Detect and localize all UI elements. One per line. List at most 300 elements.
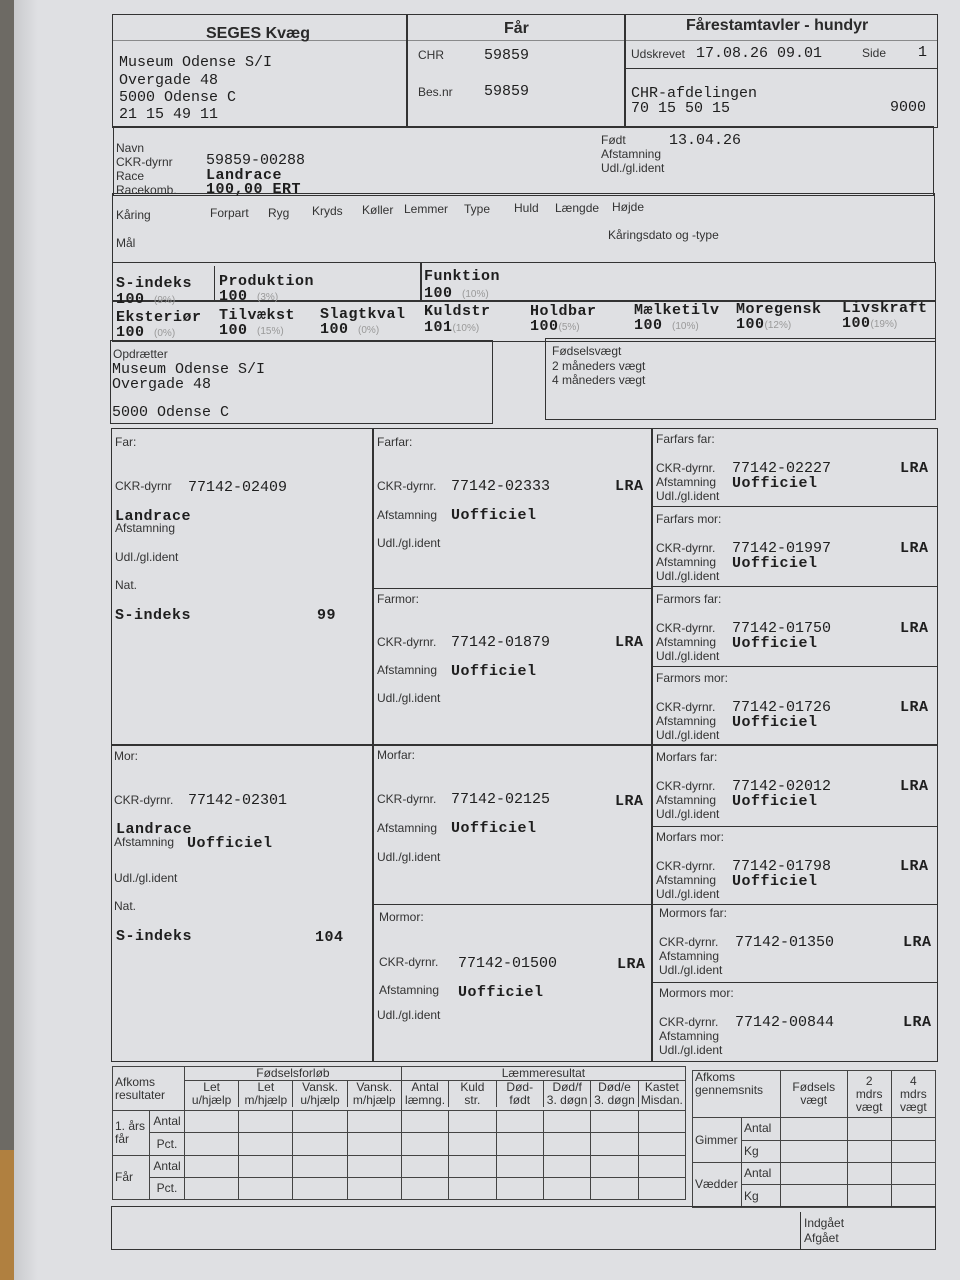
growth-title-line1: Afkoms xyxy=(695,1070,736,1084)
index-label-tilvaekst: Tilvækst xyxy=(219,307,296,324)
indices-sep-v1 xyxy=(214,266,215,302)
growth-row-vaedder: Vædder xyxy=(693,1162,742,1207)
col-label: Død/e xyxy=(598,1080,631,1094)
col-label: Kuld xyxy=(460,1080,485,1094)
growth-col-4m xyxy=(891,1071,935,1118)
col-label: m/hjælp xyxy=(244,1093,288,1107)
far-race: Landrace xyxy=(115,508,192,525)
ggp-afst: Uofficiel xyxy=(732,873,818,890)
col-kuld xyxy=(449,1081,496,1107)
mor-ckr: 77142-02301 xyxy=(188,792,288,809)
index-pct-livskraft: (19%) xyxy=(870,319,898,330)
index-pct-produktion: (3%) xyxy=(257,292,279,303)
breeder-name: Museum Odense S/I xyxy=(112,361,266,378)
cell xyxy=(847,1140,891,1162)
cell xyxy=(638,1155,686,1177)
index-label-produktion: Produktion xyxy=(219,273,315,290)
row-sub-kg: Kg xyxy=(742,1185,781,1208)
cell xyxy=(591,1177,638,1199)
gp-afst-label: Afstamning xyxy=(377,663,438,677)
index-value-produktion: 100 (3%) xyxy=(219,288,279,305)
header-right-underline xyxy=(624,68,938,69)
ggp-title: Morfars mor: xyxy=(656,830,725,844)
ggp-afst: Uofficiel xyxy=(732,635,818,652)
pedigree-ggp-sep-6 xyxy=(651,904,938,905)
cell xyxy=(293,1133,347,1155)
mor-afst-value: Uofficiel xyxy=(187,835,273,852)
offspring-group-birth xyxy=(185,1067,402,1111)
animal-racekomb: 100,00 ERT xyxy=(206,181,302,198)
cell xyxy=(293,1155,347,1177)
cell xyxy=(847,1162,891,1184)
gp-ckr: 77142-02333 xyxy=(451,478,551,495)
gp-udl-label: Udl./gl.ident xyxy=(377,1008,441,1022)
karing-label: Kåring xyxy=(116,208,151,222)
udl-label: Udl./gl.ident xyxy=(601,161,665,175)
cell xyxy=(401,1111,448,1133)
ggp-udl-label: Udl./gl.ident xyxy=(656,887,720,901)
ggp-afst-label: Afstamning xyxy=(656,555,717,569)
pedigree-ggp-sep-5 xyxy=(651,826,938,827)
cell xyxy=(891,1118,935,1140)
row-sub-antal: Antal xyxy=(150,1155,185,1177)
offspring-table xyxy=(112,1066,686,1200)
row-sub-antal: Antal xyxy=(742,1118,781,1140)
growth-row-gimmer: Gimmer xyxy=(693,1118,742,1163)
gp-ckr: 77142-01879 xyxy=(451,634,551,651)
col-kastet xyxy=(639,1081,685,1107)
col-dodf xyxy=(544,1081,591,1107)
cell xyxy=(449,1177,496,1199)
far-ckr: 77142-02409 xyxy=(188,479,288,496)
cell xyxy=(293,1111,347,1133)
col-vansk-m xyxy=(348,1081,401,1107)
index-label-holdbar: Holdbar xyxy=(530,303,597,320)
karing-col-lemmer: Lemmer xyxy=(404,202,449,216)
ggp-title: Morfars far: xyxy=(656,750,718,764)
born-value: 13.04.26 xyxy=(669,132,742,149)
ggp-title: Mormors far: xyxy=(659,906,728,920)
col-label: Død- xyxy=(506,1080,534,1094)
ggp-udl-label: Udl./gl.ident xyxy=(659,1043,723,1057)
index-pct-maelketilv: (10%) xyxy=(672,321,699,332)
ggp-ckr: 77142-02227 xyxy=(732,460,832,477)
col-label: Død/f xyxy=(552,1080,582,1094)
ggp-title: Farmors mor: xyxy=(656,671,728,685)
gp-race: LRA xyxy=(617,956,646,973)
gp-title: Farfar: xyxy=(377,435,413,449)
ggp-udl-label: Udl./gl.ident xyxy=(659,963,723,977)
cell xyxy=(185,1177,239,1199)
col-label: 3. døgn xyxy=(546,1093,588,1107)
col-label: vægt xyxy=(855,1099,883,1114)
side-label: Side xyxy=(862,46,887,60)
document-title: Fårestamtavler - hundyr xyxy=(686,17,869,34)
cell xyxy=(891,1162,935,1184)
printed-label: Udskrevet xyxy=(631,47,686,61)
index-label-funktion: Funktion xyxy=(424,268,501,285)
offspring-row-far: Får xyxy=(113,1155,150,1199)
breeder-street: Overgade 48 xyxy=(112,376,212,393)
ggp-race: LRA xyxy=(900,858,929,875)
cell xyxy=(591,1111,638,1133)
cell xyxy=(496,1111,543,1133)
growth-col-birth xyxy=(781,1071,848,1118)
ggp-udl-label: Udl./gl.ident xyxy=(656,569,720,583)
cell xyxy=(543,1177,590,1199)
col-label: Antal xyxy=(411,1080,439,1094)
index-value-funktion: 100 (10%) xyxy=(424,285,489,302)
col-label: 2 xyxy=(865,1073,873,1088)
index-label-moregensk: Moregensk xyxy=(736,301,822,318)
karing-col-type: Type xyxy=(464,202,491,216)
breeder-city: 5000 Odense C xyxy=(112,404,230,421)
growth-col-2m xyxy=(847,1071,891,1118)
far-udl-label: Udl./gl.ident xyxy=(115,550,179,564)
cell xyxy=(185,1155,239,1177)
cell xyxy=(496,1177,543,1199)
cell xyxy=(347,1133,401,1155)
cell xyxy=(638,1111,686,1133)
index-pct-kuldstr: (10%) xyxy=(452,323,480,334)
index-value-tilvaekst: 100 (15%) xyxy=(219,322,284,339)
org-title: SEGES Kvæg xyxy=(206,25,311,42)
cell xyxy=(543,1155,590,1177)
cell xyxy=(543,1133,590,1155)
pedigree-ggp-sep-3 xyxy=(651,666,938,667)
ggp-afst: Uofficiel xyxy=(732,475,818,492)
gp-ckr-label: CKR-dyrnr. xyxy=(377,479,437,493)
offspring-title-line2: resultater xyxy=(115,1087,166,1102)
ggp-afst-label: Afstamning xyxy=(656,475,717,489)
row-label-line2: får xyxy=(115,1131,130,1146)
gp-ckr: 77142-02125 xyxy=(451,791,551,808)
index-label-sindeks: S-indeks xyxy=(116,275,193,292)
offspring-title xyxy=(113,1067,185,1111)
offspring-group-birth-label: Fødselsforløb xyxy=(185,1067,401,1081)
col-label: mdrs xyxy=(900,1086,927,1101)
index-pct-tilvaekst: (15%) xyxy=(257,326,284,337)
bes-value: 59859 xyxy=(484,83,530,100)
index-value-eksterior: 100 (0%) xyxy=(116,324,176,341)
ggp-udl-label: Udl./gl.ident xyxy=(656,489,720,503)
race-label: Race xyxy=(116,169,145,183)
cell xyxy=(638,1133,686,1155)
col-antal xyxy=(402,1081,449,1107)
mor-sindex-label: S-indeks xyxy=(116,928,193,945)
weight-4m-label: 4 måneders vægt xyxy=(552,373,646,387)
cell xyxy=(293,1177,347,1199)
ggp-afst: Uofficiel xyxy=(732,555,818,572)
ggp-race: LRA xyxy=(900,620,929,637)
name-label: Navn xyxy=(116,141,145,155)
col-label: Let xyxy=(203,1080,220,1094)
chr-label: CHR xyxy=(418,48,444,62)
col-label: str. xyxy=(464,1093,481,1107)
ggp-ckr-label: CKR-dyrnr. xyxy=(656,461,716,475)
chr-dept-label: CHR-afdelingen xyxy=(631,85,758,102)
cell xyxy=(638,1177,686,1199)
ggp-ckr: 77142-02012 xyxy=(732,778,832,795)
pedigree-ggp-sep-7 xyxy=(651,982,938,983)
far-afst-label: Afstamning xyxy=(115,521,176,535)
growth-title xyxy=(693,1071,781,1118)
index-pct-eksterior: (0%) xyxy=(154,328,176,339)
col-label: Let xyxy=(257,1080,275,1094)
animal-race: Landrace xyxy=(206,167,283,184)
cell xyxy=(847,1118,891,1140)
offspring-title-line1: Afkoms xyxy=(115,1074,156,1089)
ggp-title: Farfars mor: xyxy=(656,512,722,526)
mor-ckr-label: CKR-dyrnr. xyxy=(114,793,174,807)
row-sub-pct: Pct. xyxy=(150,1133,185,1155)
cell xyxy=(496,1133,543,1155)
ggp-afst-label: Afstamning xyxy=(659,1029,720,1043)
far-sindex-label: S-indeks xyxy=(115,607,192,624)
karing-col-huld: Huld xyxy=(514,201,539,215)
gp-ckr-label: CKR-dyrnr. xyxy=(379,955,439,969)
ggp-ckr: 77142-00844 xyxy=(735,1014,835,1031)
ggp-udl-label: Udl./gl.ident xyxy=(656,728,720,742)
bes-label: Bes.nr xyxy=(418,85,453,99)
ggp-ckr: 77142-01350 xyxy=(735,934,835,951)
col-label: Vansk. xyxy=(356,1080,393,1094)
cell xyxy=(781,1185,848,1208)
mor-sindex-value: 104 xyxy=(315,929,344,946)
gp-afst-label: Afstamning xyxy=(377,821,438,835)
offspring-group-lamb-label: Læmmeresultat xyxy=(402,1067,685,1081)
col-let-m xyxy=(239,1081,293,1107)
row-sub-antal: Antal xyxy=(742,1162,781,1184)
offspring-group-birth-cols xyxy=(185,1081,401,1107)
cell xyxy=(239,1177,293,1199)
gp-race: LRA xyxy=(615,793,644,810)
ggp-ckr: 77142-01798 xyxy=(732,858,832,875)
col-label: mdrs xyxy=(855,1086,883,1101)
index-label-slagtkval: Slagtkval xyxy=(320,306,406,323)
header-divider-2 xyxy=(624,14,626,128)
index-label-livskraft: Livskraft xyxy=(842,300,928,317)
index-value-livskraft: 100(19%) xyxy=(842,315,898,332)
index-value-moregensk: 100(12%) xyxy=(736,316,792,333)
gp-afst: Uofficiel xyxy=(458,984,544,1001)
ggp-title: Farmors far: xyxy=(656,592,722,606)
ggp-afst-label: Afstamning xyxy=(656,635,717,649)
karing-col-ryg: Ryg xyxy=(268,206,290,220)
cell xyxy=(449,1133,496,1155)
index-pct-funktion: (10%) xyxy=(462,289,489,300)
ggp-race: LRA xyxy=(903,1014,932,1031)
ggp-ckr-label: CKR-dyrnr. xyxy=(656,700,716,714)
cell xyxy=(347,1155,401,1177)
ggp-afst-label: Afstamning xyxy=(656,873,717,887)
weight-2m-label: 2 måneders vægt xyxy=(552,359,646,373)
ggp-ckr-label: CKR-dyrnr. xyxy=(656,859,716,873)
mor-nat-label: Nat. xyxy=(114,899,137,913)
ggp-race: LRA xyxy=(900,460,929,477)
col-label: 4 xyxy=(910,1073,917,1088)
col-label: m/hjælp xyxy=(352,1093,396,1107)
offspring-row-1aar xyxy=(113,1111,150,1155)
indices-sep-v2 xyxy=(420,262,422,302)
gp-race: LRA xyxy=(615,478,644,495)
mor-udl-label: Udl./gl.ident xyxy=(114,871,178,885)
index-pct-moregensk: (12%) xyxy=(764,320,792,331)
col-label: vægt xyxy=(900,1099,927,1114)
ggp-afst: Uofficiel xyxy=(732,793,818,810)
owner-city: 5000 Odense C xyxy=(119,89,237,106)
cell xyxy=(591,1155,638,1177)
far-ckr-label: CKR-dyrnr xyxy=(115,479,172,493)
animal-ckr: 59859-00288 xyxy=(206,152,306,169)
ggp-race: LRA xyxy=(900,699,929,716)
owner-name: Museum Odense S/I xyxy=(119,54,273,71)
col-dode xyxy=(591,1081,638,1107)
gp-afst-label: Afstamning xyxy=(379,983,440,997)
side-value: 1 xyxy=(918,44,928,61)
col-vansk-u xyxy=(293,1081,347,1107)
maal-label: Mål xyxy=(116,236,136,250)
birth-weight-label: Fødselsvægt xyxy=(552,344,622,358)
far-title: Far: xyxy=(115,435,137,449)
ggp-afst-label: Afstamning xyxy=(659,949,720,963)
gp-ckr: 77142-01500 xyxy=(458,955,558,972)
karing-date-label: Kåringsdato og -type xyxy=(608,228,719,242)
gp-afst: Uofficiel xyxy=(451,663,537,680)
index-label-maelketilv: Mælketilv xyxy=(634,302,720,319)
cell xyxy=(891,1185,935,1208)
index-label-kuldstr: Kuldstr xyxy=(424,303,491,320)
footer-divider xyxy=(800,1212,801,1250)
cell xyxy=(781,1118,848,1140)
mor-title: Mor: xyxy=(114,749,138,763)
index-pct-holdbar: (5%) xyxy=(558,322,580,333)
gp-title: Farmor: xyxy=(377,592,419,606)
chr-dept-postal: 9000 xyxy=(890,99,927,116)
cell xyxy=(185,1133,239,1155)
cell xyxy=(185,1111,239,1133)
row-sub-antal: Antal xyxy=(150,1111,185,1133)
owner-street: Overgade 48 xyxy=(119,72,219,89)
index-value-maelketilv: 100 (10%) xyxy=(634,317,699,334)
breeder-label: Opdrætter xyxy=(113,347,168,361)
ckr-label: CKR-dyrnr xyxy=(116,155,173,169)
karing-col-kryds: Kryds xyxy=(312,204,343,218)
cell xyxy=(449,1111,496,1133)
species-title: Får xyxy=(504,20,529,37)
col-label: u/hjælp xyxy=(191,1093,232,1107)
offspring-group-lamb xyxy=(401,1067,685,1111)
karing-col-forpart: Forpart xyxy=(210,206,249,220)
ggp-title: Farfars far: xyxy=(656,432,715,446)
gp-ckr-label: CKR-dyrnr. xyxy=(377,792,437,806)
ggp-udl-label: Udl./gl.ident xyxy=(656,649,720,663)
mor-race: Landrace xyxy=(116,821,193,838)
karing-col-laengde: Længde xyxy=(555,201,600,215)
col-label: Kastet xyxy=(644,1080,679,1094)
growth-table xyxy=(692,1070,936,1208)
ggp-ckr: 77142-01750 xyxy=(732,620,832,637)
index-pct-sindeks: (9%) xyxy=(154,295,176,306)
index-value-holdbar: 100(5%) xyxy=(530,318,580,335)
cell xyxy=(891,1140,935,1162)
afgaet-label: Afgået xyxy=(804,1231,839,1245)
cell xyxy=(591,1133,638,1155)
ggp-race: LRA xyxy=(900,778,929,795)
col-let-u xyxy=(185,1081,239,1107)
col-label: Misdan. xyxy=(640,1093,683,1107)
col-label: 3. døgn xyxy=(594,1093,635,1107)
far-sindex-value: 99 xyxy=(317,607,337,624)
chr-dept-value: 70 15 50 15 xyxy=(631,100,731,117)
chr-value: 59859 xyxy=(484,47,530,64)
pedigree-gp-sep-2 xyxy=(372,904,652,905)
racekomb-label: Racekomb. xyxy=(116,183,177,197)
row-label-line1: 1. års xyxy=(115,1118,146,1133)
header-divider-1 xyxy=(406,14,408,128)
index-label-eksterior: Eksteriør xyxy=(116,309,202,326)
ggp-ckr-label: CKR-dyrnr. xyxy=(656,779,716,793)
gp-udl-label: Udl./gl.ident xyxy=(377,850,441,864)
cell xyxy=(239,1111,293,1133)
col-label: født xyxy=(509,1093,531,1107)
cell xyxy=(781,1140,848,1162)
karing-col-koller: Køller xyxy=(362,203,394,217)
ggp-afst: Uofficiel xyxy=(732,714,818,731)
cell xyxy=(543,1111,590,1133)
gp-udl-label: Udl./gl.ident xyxy=(377,691,441,705)
growth-title-line2: gennemsnits xyxy=(695,1083,764,1097)
ggp-race: LRA xyxy=(903,934,932,951)
cell xyxy=(401,1155,448,1177)
index-value-kuldstr: 101(10%) xyxy=(424,319,480,336)
cell xyxy=(239,1133,293,1155)
offspring-group-lamb-cols xyxy=(402,1081,685,1107)
col-label: u/hjælp xyxy=(300,1093,340,1107)
col-label: Fødsels xyxy=(792,1080,836,1094)
floor-edge xyxy=(0,1150,14,1280)
pedigree-gp-sep-1 xyxy=(372,588,652,589)
gp-afst: Uofficiel xyxy=(451,820,537,837)
gp-ckr-label: CKR-dyrnr. xyxy=(377,635,437,649)
cell xyxy=(847,1185,891,1208)
cell xyxy=(496,1155,543,1177)
index-value-slagtkval: 100 (0%) xyxy=(320,321,380,338)
afstamning-label: Afstamning xyxy=(601,147,662,161)
cell xyxy=(401,1133,448,1155)
row-sub-pct: Pct. xyxy=(150,1177,185,1199)
cell xyxy=(347,1111,401,1133)
gp-title: Morfar: xyxy=(377,748,416,762)
cell xyxy=(449,1155,496,1177)
ggp-ckr: 77142-01997 xyxy=(732,540,832,557)
ggp-ckr-label: CKR-dyrnr. xyxy=(659,1015,719,1029)
indgaet-label: Indgået xyxy=(804,1216,845,1230)
col-label: læmng. xyxy=(405,1093,446,1107)
col-label: Vansk. xyxy=(302,1080,338,1094)
pedigree-ggp-sep-2 xyxy=(651,586,938,587)
ggp-udl-label: Udl./gl.ident xyxy=(656,807,720,821)
gp-udl-label: Udl./gl.ident xyxy=(377,536,441,550)
mor-afst-label: Afstamning xyxy=(114,835,175,849)
karing-col-hojde: Højde xyxy=(612,200,645,214)
row-sub-kg: Kg xyxy=(742,1140,781,1162)
printed-value: 17.08.26 09.01 xyxy=(696,45,823,62)
cell xyxy=(401,1177,448,1199)
ggp-ckr-label: CKR-dyrnr. xyxy=(659,935,719,949)
index-pct-slagtkval: (0%) xyxy=(358,325,380,336)
cell xyxy=(347,1177,401,1199)
